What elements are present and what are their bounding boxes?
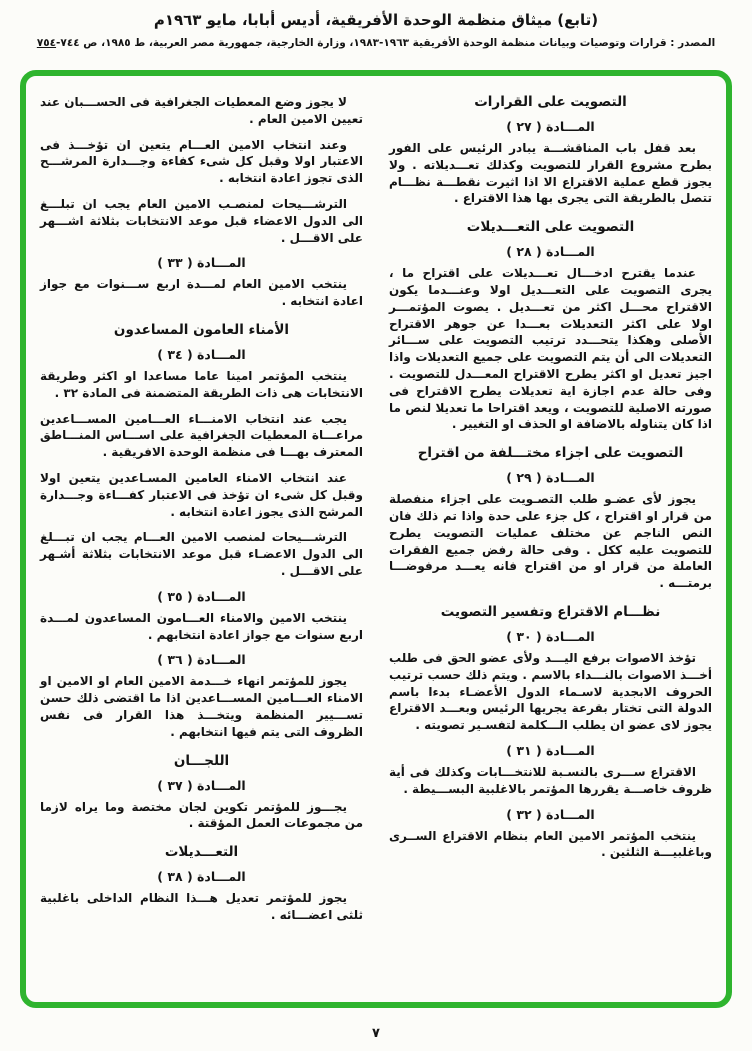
paragraph: ينتخب المؤتمر الامين العام بنظام الاقتراع الســرى وباغلبيـــة الثلثين . <box>389 828 712 860</box>
column-left <box>40 92 363 994</box>
paragraph: عندما يقترح ادخـــال تعـــديلات على اقتراح ما ، يجرى التصويت على التعـــديل اولا وعنـــدما يكون الاقتراح محـــل اكثر من تعـــديل . يصوت المؤتمـــر اولا على اكثر التعديلات بعـــدا عن جوهر الاقتراح الأصلى وهكذا يتحـــدد ترتيب التصويت على ســـائر التعديلات الى أن يتم التصويت على جميع التعديلات واذا اجيز تعديل او اكثر يطرح الاقتراح المعـــدل للتصويت . وفى حالة عدم اجازة اية تعديلات يطرح الاقتراح فى صورته الاصلية للتصويت ، ويعد اقتراحا ما تعديلا لنص ما اذا كان يتناوله بالاضافة او الحذف او التغيير . <box>389 266 712 432</box>
section-heading: اللجـــان <box>173 752 230 769</box>
green-border-frame <box>20 70 732 1008</box>
article-heading: المـــادة ( ٣٢ ) <box>506 806 595 822</box>
article-heading: المـــادة ( ٢٧ ) <box>506 119 595 134</box>
document-title: (تابع) ميثاق منظمة الوحدة الأفريقية، أديس أبابا، مايو ١٩٦٣م <box>153 11 599 29</box>
section-heading: التصويت على التعـــديلات <box>466 219 635 236</box>
paragraph: لا يجوز وضع المعطيات الجغرافية فى الحســـبان عند تعيين الامين العام . <box>40 95 363 126</box>
paragraph: الاقتراع ســـرى بالنسـبة للانتخـــابات وكذلك فى أية ظروف خاصـــة يقررها المؤتمر بالاغلبية البســـيطة . <box>389 764 712 796</box>
source-text: المصدر : قرارات وتوصيات وبيانات منظمة الوحدة الأفريقية ١٩٦٣-١٩٨٣، وزارة الخارجية، جمهورية مصر العربية، ط ١٩٨٥، ص ٧٤٤- <box>56 37 716 49</box>
paragraph: بعد قفل باب المناقشـــة يبادر الرئيس على الفور بطرح مشروع القرار للتصويت وكذلك تعـــديلاته . ولا يجوز قطع عملية الاقتراع الا اذا اثيرت نقطـــة نظـــام تتصل بالطريقة التى يجرى بها هذا الاقتراع . <box>389 141 712 206</box>
paragraph: يجوز لأى عضـو طلب التصـويت على اجزاء منفصلة من قرار او اقتراح ، كل جزء على حدة واذا تم ذلك فان النص الناجم عن مختلف عمليات التصويت يطرح للتصويت عليه ككل . وفى حالة رفض جميع الفقرات العاملة من قرار او من اقتراح فانه يعـــد مرفوضـــا برمتـــه . <box>389 492 712 591</box>
page-number: ٧ <box>372 1026 380 1041</box>
column-right <box>389 92 712 994</box>
section-heading: التعـــديلات <box>164 844 239 861</box>
section-heading: الأمناء العامون المساعدون <box>113 321 290 338</box>
source-line <box>0 37 752 49</box>
paragraph: ينتخب الامين والامناء العـــامون المساعدون لمـــدة اربع سنوات مع جواز اعادة انتخابهم . <box>40 610 363 642</box>
article-heading: المـــادة ( ٣٤ ) <box>157 346 246 362</box>
paragraph: ينتخب المؤتمر امينا عاما مساعدا او اكثر وطريقة الانتخابات هى ذات الطريقة المتضمنة فى المادة ٣٢ . <box>40 368 363 400</box>
paragraph: يجوز للمؤتمر تعديل هـــذا النظام الداخلى باغلبية ثلثى اعضـــائه . <box>40 891 363 922</box>
article-heading: المـــادة ( ٣٠ ) <box>506 628 595 644</box>
section-heading: التصويت على القرارات <box>474 94 627 110</box>
paragraph: يجب عند انتخاب الامنـــاء العـــامين المســـاعدين مراعـــاة المعطيات الجغرافية على اســـاس المنـــاطق المعترف بهـــا فى منظمة الوحدة الافريقية . <box>40 411 363 460</box>
paragraph: يجوز للمؤتمر انهاء خـــدمة الامين العام او الامين او الامناء العـــامين المســـاعدين اذا ما اقتضى ذلك حسن تســـيير المنظمة ويتخـــذ هذا القرار فى نفس الظروف التى يتم فيها انتخابهم . <box>40 674 363 739</box>
paragraph: يجـــوز للمؤتمر تكوين لجان مختصة وما يراه لازما من مجموعات العمل المؤقتة . <box>40 799 363 831</box>
article-heading: المـــادة ( ٢٩ ) <box>506 470 595 486</box>
article-heading: المـــادة ( ٣٨ ) <box>157 869 246 885</box>
paragraph: الترشـــيحات لمنصـب الامين العام يجب ان تبلـــغ الى الدول الاعضاء قبل موعد الانتخابات بثلاثة اشـــهر على الاقـــل . <box>40 196 363 245</box>
article-heading: المـــادة ( ٣٥ ) <box>157 588 246 604</box>
source-pages-underlined: ٧٥٤ <box>36 37 57 49</box>
article-heading: المـــادة ( ٢٨ ) <box>506 244 595 260</box>
paragraph: وعند انتخاب الامين العـــام يتعين ان تؤخـــذ فى الاعتبار اولا وقبل كل شىء كفاءة وجـــدارة المرشـــح الذى تجوز اعادة انتخابه . <box>40 137 363 186</box>
paragraph: تؤخذ الاصوات برفع اليـــد ولأى عضو الحق فى طلب أخـــذ الاصوات بالنـــداء بالاسم . ويتم ذلك حسب ترتيب الحروف الابجدية لاسـماء الدول الأعضـاء بدءا باسم الدولة التى تختار بقرعة يجريها الرئيس وبعـــد الاقتراع يجوز لاى عضو ان يطلب الـــكلمة لتفسـير تصويته . <box>389 650 712 733</box>
section-heading: نظـــام الاقتراع وتفسير التصويت <box>440 603 661 620</box>
two-column-layout <box>40 92 712 994</box>
article-heading: المـــادة ( ٣٦ ) <box>157 652 246 668</box>
article-heading: المـــادة ( ٣٣ ) <box>157 255 246 271</box>
paragraph: الترشـــيحات لمنصب الامين العـــام يجب ان تبـــلغ الى الدول الاعضـاء قبل موعد الانتخابات بثلاثة أشـهر على الاقـــل . <box>40 530 363 578</box>
paragraph: عند انتخاب الامناء العامين المسـاعدين يتعين اولا وقبل كل شىء ان تؤخذ فى الاعتبار كفـــاءة وجـــدارة المرشح الذى يجوز اعادة انتخابه . <box>40 470 363 519</box>
article-heading: المـــادة ( ٣١ ) <box>506 742 595 758</box>
page-header <box>0 0 752 49</box>
article-heading: المـــادة ( ٣٧ ) <box>157 777 246 793</box>
paragraph: ينتخب الامين العام لمـــدة اربع ســـنوات مع جواز اعادة انتخابه . <box>40 277 363 309</box>
section-heading: التصويت على اجزاء مختـــلفة من اقتراح <box>417 445 684 462</box>
